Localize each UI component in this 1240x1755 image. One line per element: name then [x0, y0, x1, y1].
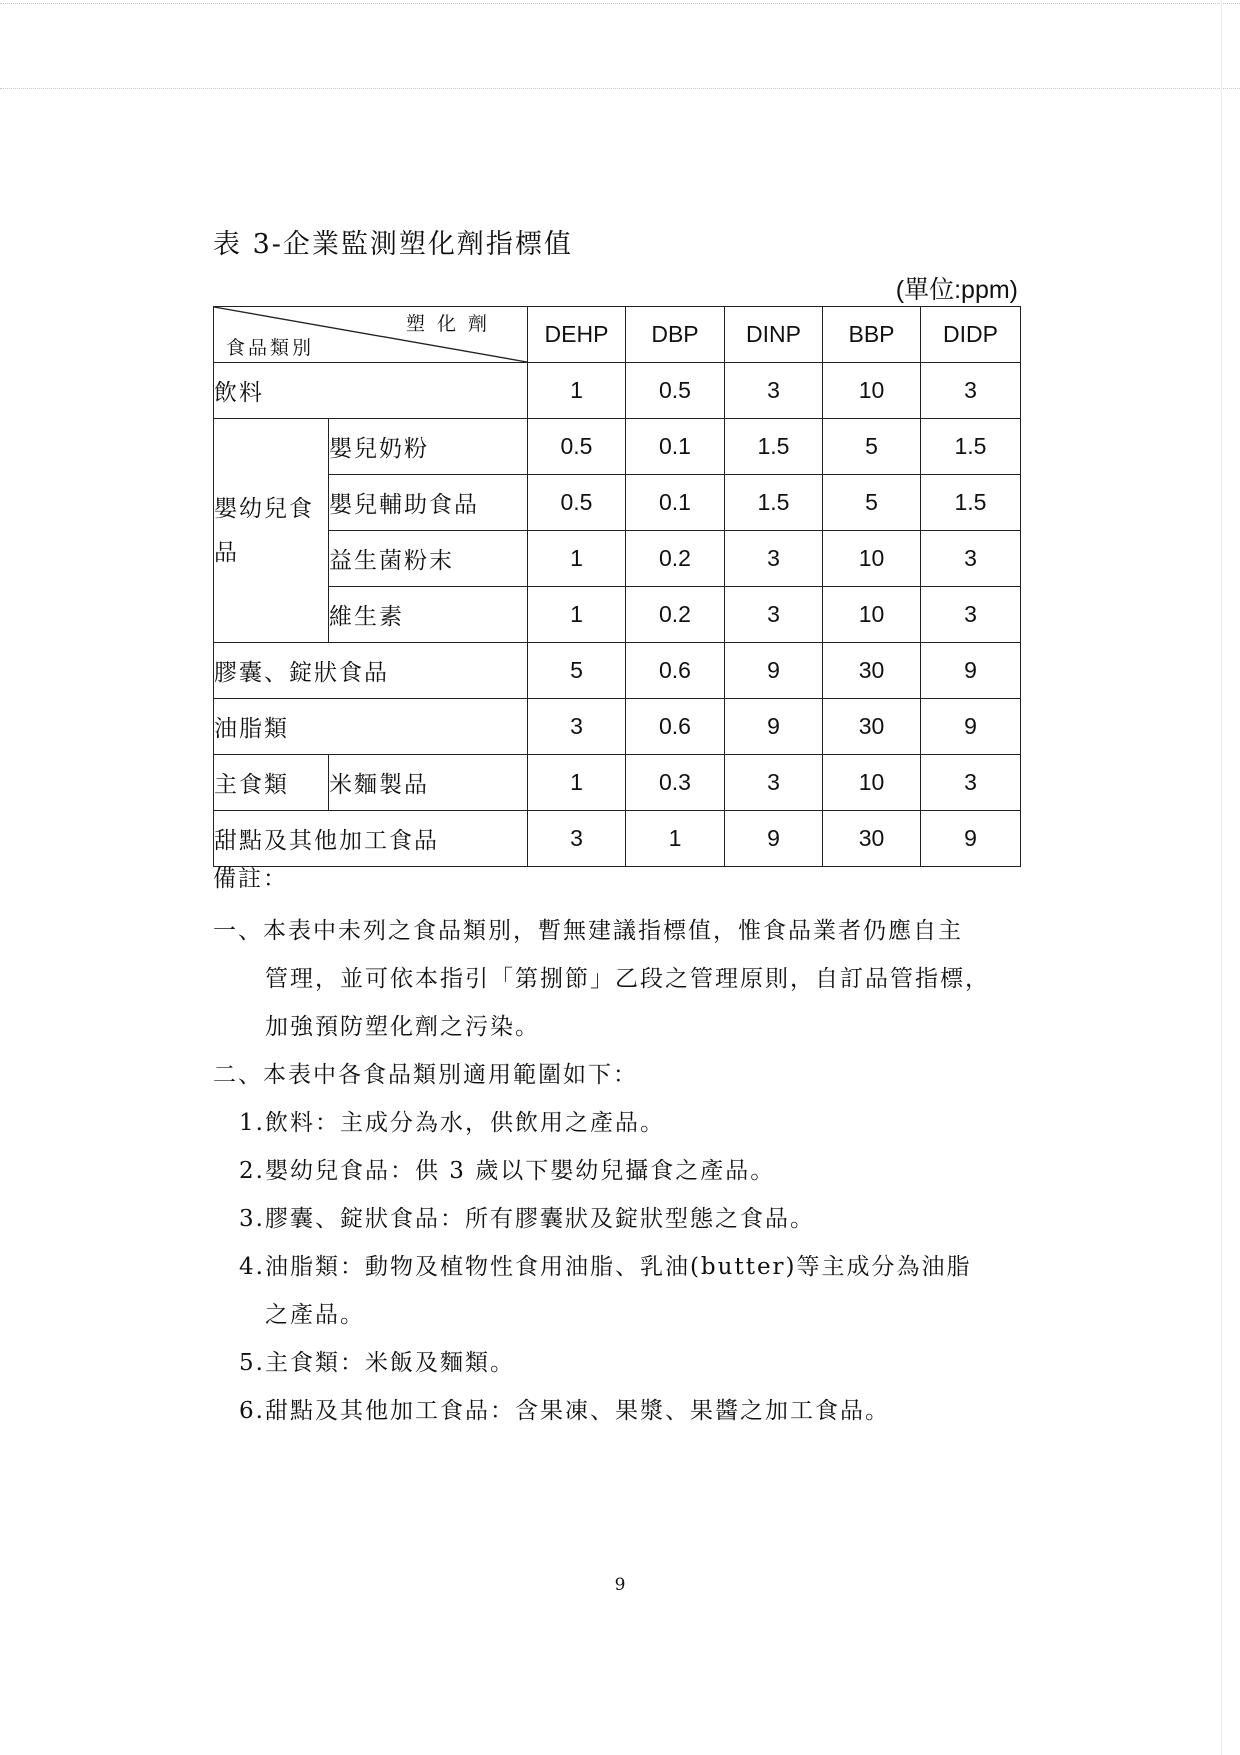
value-cell: 1.5 — [725, 475, 823, 531]
category-cell: 主食類 — [214, 755, 329, 811]
category-cell: 飲料 — [214, 363, 528, 419]
value-cell: 9 — [725, 699, 823, 755]
value-cell: 3 — [725, 755, 823, 811]
value-cell: 1.5 — [921, 475, 1021, 531]
value-cell: 1 — [528, 363, 626, 419]
value-cell: 3 — [921, 755, 1021, 811]
table-row — [214, 755, 1021, 811]
table-row — [214, 811, 1021, 867]
value-cell: 30 — [823, 643, 921, 699]
value-cell: 3 — [725, 587, 823, 643]
corner-cell — [214, 307, 528, 363]
table-row — [214, 699, 1021, 755]
header-row — [214, 307, 1021, 363]
column-header: DEHP — [528, 307, 626, 363]
corner-top-label: 塑化劑 — [405, 313, 499, 335]
note-item-continued: 加強預防塑化劑之污染。 — [265, 1014, 540, 1040]
subcategory-cell: 嬰兒奶粉 — [329, 419, 528, 475]
note-subitem: 1.飲料：主成分為水，供飲用之產品。 — [239, 1110, 665, 1136]
category-cell: 油脂類 — [214, 699, 528, 755]
subcategory-cell: 嬰兒輔助食品 — [329, 475, 528, 531]
value-cell: 0.6 — [626, 643, 725, 699]
value-cell: 3 — [725, 531, 823, 587]
corner-bottom-label: 食品類別 — [226, 337, 315, 359]
notes-heading: 備註： — [213, 866, 288, 892]
value-cell: 30 — [823, 699, 921, 755]
table-title: 表 3-企業監測塑化劑指標值 — [213, 229, 573, 260]
note-subitem: 2.嬰幼兒食品：供 3 歲以下嬰幼兒攝食之產品。 — [239, 1158, 776, 1184]
value-cell: 0.5 — [528, 419, 626, 475]
value-cell: 5 — [823, 475, 921, 531]
value-cell: 30 — [823, 811, 921, 867]
value-cell: 3 — [921, 531, 1021, 587]
value-cell: 1 — [626, 811, 725, 867]
value-cell: 0.6 — [626, 699, 725, 755]
scan-artifact-line — [0, 88, 1240, 89]
value-cell: 9 — [725, 643, 823, 699]
value-cell: 10 — [823, 531, 921, 587]
value-cell: 0.5 — [528, 475, 626, 531]
column-header: DIDP — [921, 307, 1021, 363]
table-row — [214, 531, 1021, 587]
scan-artifact-top — [0, 3, 1240, 4]
table-row — [214, 587, 1021, 643]
scan-artifact-edge — [1221, 0, 1222, 1755]
note-subitem-continued: 之產品。 — [265, 1302, 365, 1328]
category-cell-infant — [214, 419, 329, 643]
value-cell: 1.5 — [725, 419, 823, 475]
page-number: 9 — [614, 1575, 626, 1595]
plasticizer-table — [213, 306, 1021, 867]
value-cell: 3 — [725, 363, 823, 419]
note-subitem: 6.甜點及其他加工食品：含果凍、果漿、果醬之加工食品。 — [239, 1398, 890, 1424]
value-cell: 9 — [921, 643, 1021, 699]
category-cell: 膠囊、錠狀食品 — [214, 643, 528, 699]
subcategory-cell: 益生菌粉末 — [329, 531, 528, 587]
note-item-continued: 管理，並可依本指引「第捌節」乙段之管理原則，自訂品管指標， — [265, 966, 990, 992]
value-cell: 0.2 — [626, 531, 725, 587]
category-label: 嬰幼兒食品 — [214, 495, 314, 566]
value-cell: 10 — [823, 363, 921, 419]
value-cell: 3 — [921, 587, 1021, 643]
value-cell: 3 — [528, 699, 626, 755]
table-row — [214, 363, 1021, 419]
value-cell: 9 — [725, 811, 823, 867]
value-cell: 0.3 — [626, 755, 725, 811]
value-cell: 1 — [528, 531, 626, 587]
note-subitem: 3.膠囊、錠狀食品：所有膠囊狀及錠狀型態之食品。 — [239, 1206, 815, 1232]
value-cell: 0.2 — [626, 587, 725, 643]
value-cell: 10 — [823, 587, 921, 643]
column-header: BBP — [823, 307, 921, 363]
value-cell: 1 — [528, 587, 626, 643]
value-cell: 0.1 — [626, 475, 725, 531]
value-cell: 3 — [528, 811, 626, 867]
note-item: 二、本表中各食品類別適用範圍如下： — [213, 1062, 638, 1088]
note-item: 一、本表中未列之食品類別，暫無建議指標值，惟食品業者仍應自主 — [213, 918, 963, 944]
unit-label: (單位:ppm) — [895, 276, 1018, 304]
value-cell: 0.5 — [626, 363, 725, 419]
value-cell: 3 — [921, 363, 1021, 419]
category-cell: 甜點及其他加工食品 — [214, 811, 528, 867]
value-cell: 9 — [921, 811, 1021, 867]
value-cell: 5 — [528, 643, 626, 699]
value-cell: 10 — [823, 755, 921, 811]
column-header: DINP — [725, 307, 823, 363]
subcategory-cell: 米麵製品 — [329, 755, 528, 811]
table-row — [214, 475, 1021, 531]
value-cell: 1 — [528, 755, 626, 811]
subcategory-cell: 維生素 — [329, 587, 528, 643]
column-header: DBP — [626, 307, 725, 363]
table-row — [214, 643, 1021, 699]
note-subitem: 5.主食類：米飯及麵類。 — [239, 1350, 515, 1376]
value-cell: 9 — [921, 699, 1021, 755]
value-cell: 1.5 — [921, 419, 1021, 475]
table-row — [214, 419, 1021, 475]
value-cell: 0.1 — [626, 419, 725, 475]
value-cell: 5 — [823, 419, 921, 475]
note-subitem: 4.油脂類：動物及植物性食用油脂、乳油(butter)等主成分為油脂 — [239, 1254, 972, 1280]
